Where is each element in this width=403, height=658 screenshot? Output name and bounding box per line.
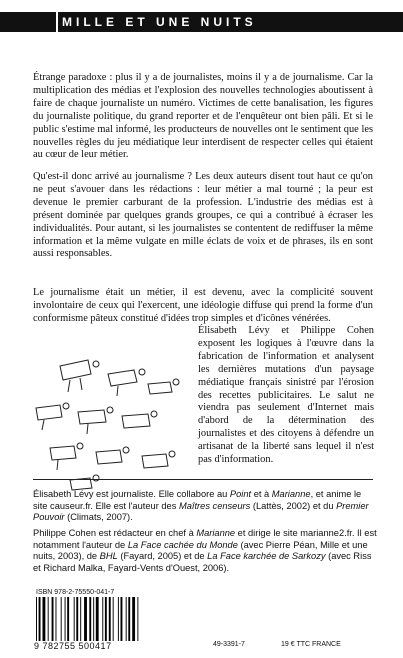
bio-cohen-marianne: Marianne: [196, 528, 236, 538]
isbn: ISBN 978-2-75550-041-7: [36, 589, 115, 596]
paragraph-4: Élisabeth Lévy et Philippe Cohen exposent les logiques à l'œuvre dans la fabrication de l'information et analysent les dernières mutations d'un paysage médiatique français sinistré par l'érosion des recettes publicitaires. Le salut ne viendra pas seulement d'Internet mais d'abord de la détermination des journalistes et des citoyens à défendre un artisanat de la liberté sans lequel il n'est pas d'information.: [198, 325, 374, 466]
series-title: MILLE ET UNE NUITS: [62, 15, 257, 29]
price: 19 € TTC FRANCE: [281, 641, 341, 648]
bio-levy-text-4: (Lattès, 2002) et du: [250, 500, 337, 511]
divider: [33, 479, 373, 480]
bio-cohen-text-5: (avec Riss et Richard Malka, Fayard-Vents d'Ouest, 2006).: [33, 551, 372, 573]
bio-cohen-text-3: (avec Pierre Péan, Mille et une nuits, 2003), de: [33, 539, 368, 562]
bio-levy-marianne: Marianne: [271, 489, 311, 499]
series-banner: [0, 12, 403, 32]
bio-cohen-sarkozy: La Face karchée de Sarkozy: [207, 551, 326, 562]
banner-notch: [56, 12, 58, 32]
bio-cohen-text-1: Philippe Cohen est rédacteur en chef à: [33, 528, 197, 538]
bio-cohen: [33, 528, 378, 574]
paragraph-1: Étrange paradoxe : plus il y a de journalistes, moins il y a de journalisme. Car la multiplication des médias et l'explosion des nouvelles technologies aboutissent à faire de chaque journaliste un numéro. Victimes de cette banalisation, les figures du journaliste politique, du grand reporter et de l'enquêteur ont bien pâli. Et si le public s'estime mal informé, les producteurs de nouvelles ont le sentiment que les nouvelles règles du jeu médiatique leur interdisent de respecter celles qui étaient au cœur de leur métier.: [33, 72, 373, 161]
bio-cohen-text-2: et dirige le site marianne2.fr. Il est notamment l'auteur de: [33, 528, 377, 550]
bio-cohen-text-4: (Fayard, 2005) et de: [117, 551, 208, 562]
bio-cohen-bhl: BHL: [99, 551, 118, 562]
product-code: 49-3391-7: [213, 641, 245, 648]
bio-levy-text-1: Élisabeth Lévy est journaliste. Elle collabore au: [33, 489, 230, 499]
journalists-illustration: [30, 356, 192, 496]
ean-number: 9 782755 500417: [34, 641, 112, 651]
bio-levy-text-3: , et anime le site causeur.fr. Elle est l'auteur des: [33, 489, 362, 511]
bio-cohen-face: La Face cachée du Monde: [127, 539, 238, 550]
barcode: [34, 597, 174, 641]
bio-levy-text-2: et à: [251, 489, 272, 499]
bio-levy-text-5: (Climats, 2007).: [64, 512, 133, 523]
bio-levy: [33, 489, 378, 524]
bio-levy-censeurs: Maîtres censeurs: [178, 500, 251, 511]
paragraph-2: Qu'est-il donc arrivé au journalisme ? Les deux auteurs disent tout haut ce qu'on ne peut s'avouer dans les rédactions : leur métier a mal tourné ; la peur est devenue le premier carburant de la profession. L'industrie des médias est à présent dominée par quelques grands groupes, ce qui a contribué à écraser les individualités. Pour autant, si les journalistes se contentent de rediffuser la même information et la même vulgate en mille éclats de voix et de phrases, ils en sont aussi responsables.: [33, 171, 373, 260]
bio-levy-point: Point: [229, 489, 252, 499]
paragraph-3: Le journalisme était un métier, il est devenu, avec la complicité souvent involontaire de ceux qui l'exercent, une idéologie diffuse qui prend la forme d'un conformisme pâteux constitué d'idées trop simples et d'icônes vénérées.: [33, 287, 373, 324]
bio-levy-pouvoir: Premier Pouvoir: [33, 500, 369, 523]
